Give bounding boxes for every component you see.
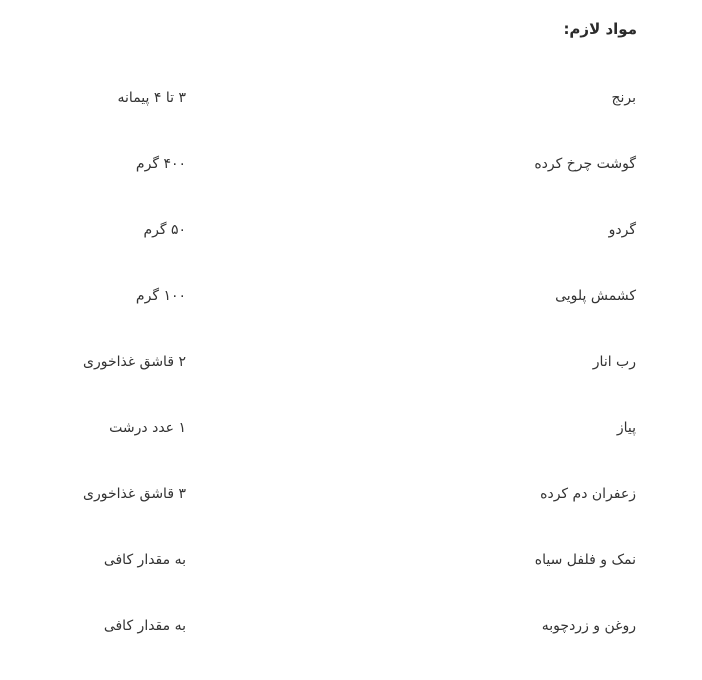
ingredient-row: [0, 152, 702, 218]
ingredient-amount: ۳ تا ۴ پیمانه: [117, 90, 186, 106]
ingredient-name: روغن و زردچوبه: [541, 618, 636, 634]
ingredient-row: [0, 218, 702, 284]
ingredient-name: گوشت چرخ کرده: [534, 156, 636, 172]
ingredient-name: پیاز: [616, 420, 636, 436]
ingredient-amount: ۱۰۰ گرم: [135, 288, 186, 304]
ingredient-name: نمک و فلفل سیاه: [534, 552, 636, 568]
ingredient-name: برنج: [611, 90, 636, 106]
ingredient-row: [0, 350, 702, 416]
ingredient-name: گردو: [608, 222, 636, 238]
ingredient-name: کشمش پلویی: [555, 288, 636, 304]
ingredient-row: [0, 548, 702, 614]
ingredient-amount: ۴۰۰ گرم: [135, 156, 186, 172]
ingredients-heading: مواد لازم:: [563, 20, 637, 38]
ingredient-row: [0, 284, 702, 350]
ingredient-row: [0, 482, 702, 548]
ingredient-amount: ۳ قاشق غذاخوری: [83, 486, 186, 502]
ingredient-amount: به مقدار کافی: [103, 618, 186, 634]
ingredients-list: [0, 86, 702, 680]
ingredient-amount: به مقدار کافی: [103, 552, 186, 568]
ingredient-amount: ۲ قاشق غذاخوری: [83, 354, 186, 370]
ingredient-row: [0, 416, 702, 482]
ingredient-amount: ۱ عدد درشت: [109, 420, 186, 436]
ingredient-name: رب انار: [592, 354, 636, 370]
ingredient-row: [0, 86, 702, 152]
ingredient-name: زعفران دم کرده: [540, 486, 636, 502]
ingredient-amount: ۵۰ گرم: [143, 222, 186, 238]
ingredient-row: [0, 614, 702, 680]
